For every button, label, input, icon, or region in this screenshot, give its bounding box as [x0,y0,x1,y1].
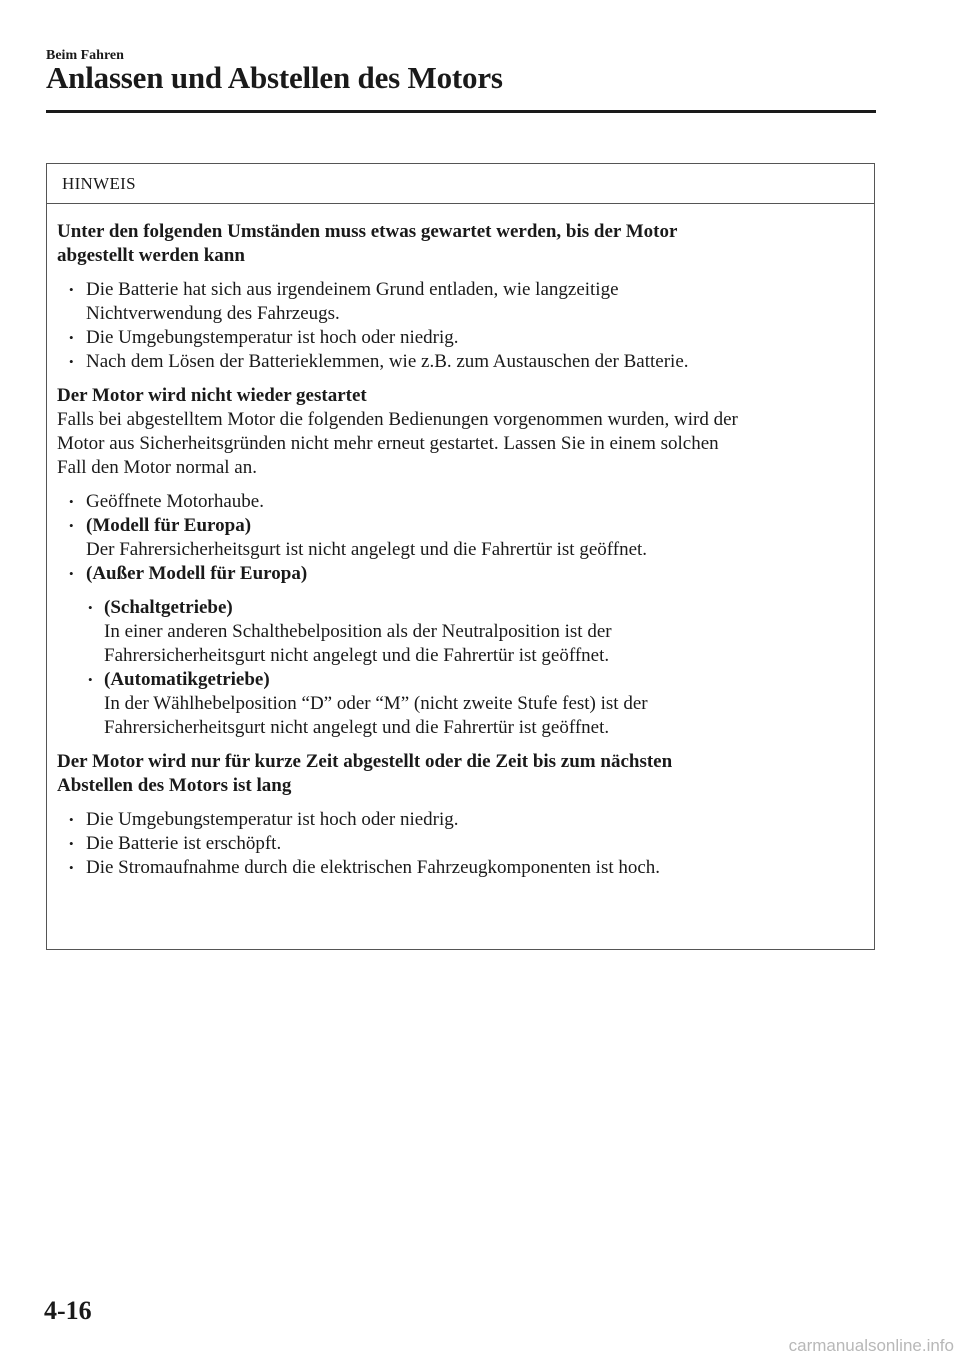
sub-list [57,596,864,740]
list-item: • (Außer Modell für Europa) • (Schaltgetriebe) In einer anderen Schalthebelposition als der Neutralposition ist der Fahrersicherheitsgurt nicht angelegt und die Fahrertür ist geöffnet. • (Automatikgetriebe) In der Wählhebelposition “D” oder “M” (nicht zweite Stufe fest) ist der Fahrersicherheitsgurt nicht angelegt und die Fahrertür ist geöffnet. [57,562,864,740]
list-item: • Die Umgebungstemperatur ist hoch oder niedrig. [57,808,864,832]
note-box [46,163,875,950]
note-label: HINWEIS [47,164,874,204]
list-item: • (Modell für Europa) Der Fahrersicherheitsgurt ist nicht angelegt und die Fahrertür ist geöffnet. [57,514,864,562]
section-1-title: Unter den folgenden Umständen muss etwas gewartet werden, bis der Motor abgestellt werden kann [57,221,678,266]
page-number: 4-16 [44,1296,92,1325]
section-label: Beim Fahren [46,48,124,63]
list-item: • Die Umgebungstemperatur ist hoch oder niedrig. [57,326,864,350]
section-2-title: Der Motor wird nicht wieder gestartet [57,385,367,406]
section-2-text: Falls bei abgestelltem Motor die folgenden Bedienungen vorgenommen wurden, wird der Motor aus Sicherheitsgründen nicht mehr erneut gestartet. Lassen Sie in einem solchen Fall den Motor normal an. [57,409,738,478]
sub-list-item: • (Schaltgetriebe) In einer anderen Schalthebelposition als der Neutralposition ist der Fahrersicherheitsgurt nicht angelegt und die Fahrertür ist geöffnet. [57,596,864,668]
section-3-title: Der Motor wird nur für kurze Zeit abgestellt oder die Zeit bis zum nächsten Abstellen des Motors ist lang [57,751,673,796]
section-3-list [57,808,864,880]
list-item: • Geöffnete Motorhaube. [57,490,864,514]
list-item: • Nach dem Lösen der Batterieklemmen, wie z.B. zum Austauschen der Batterie. [57,350,864,374]
list-item: • Die Batterie hat sich aus irgendeinem Grund entladen, wie langzeitige Nichtverwendung des Fahrzeugs. [57,278,726,326]
header-divider [46,110,876,113]
section-2-list [57,490,864,740]
list-item: • Die Stromaufnahme durch die elektrischen Fahrzeugkomponenten ist hoch. [57,856,864,880]
note-body [47,204,874,880]
sub-list-item: • (Automatikgetriebe) In der Wählhebelposition “D” oder “M” (nicht zweite Stufe fest) ist der Fahrersicherheitsgurt nicht angelegt und die Fahrertür ist geöffnet. [57,668,864,740]
list-item: • Die Batterie ist erschöpft. [57,832,864,856]
page-title: Anlassen und Abstellen des Motors [46,60,503,95]
watermark: carmanualsonline.info [788,1336,954,1355]
section-1-list [57,278,864,374]
